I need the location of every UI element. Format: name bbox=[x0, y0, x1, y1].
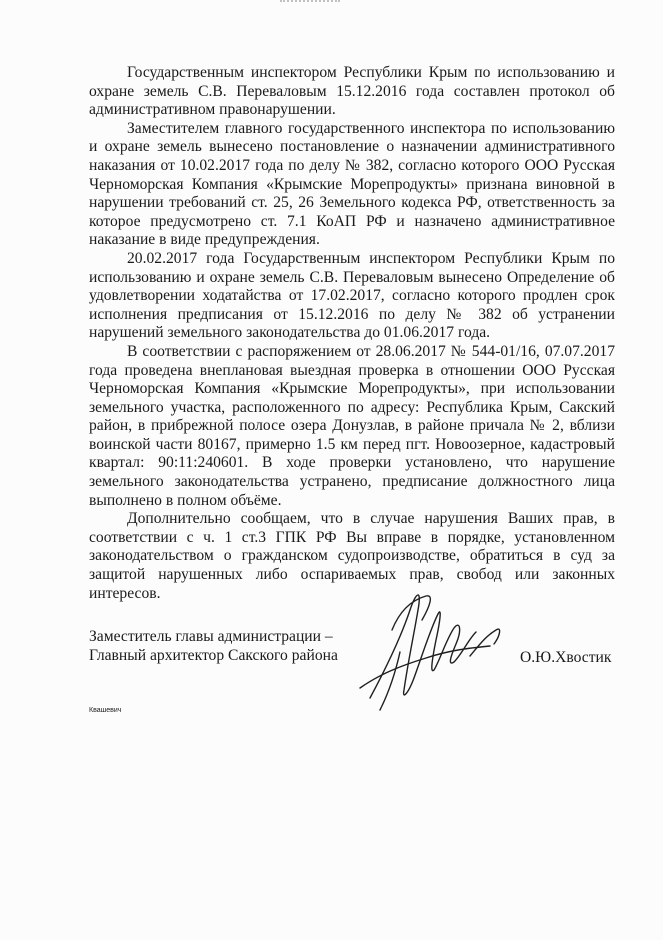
scan-mark bbox=[280, 0, 340, 10]
paragraph-protocol: Государственным инспектором Республики Крым по использованию и охране земель С.В. Переваловым 15.12.2016 года составлен протокол об административном правонарушении. bbox=[89, 64, 615, 119]
signer-name: О.Ю.Хвостик bbox=[520, 649, 612, 666]
signer-position bbox=[89, 627, 369, 665]
executor-name: Квашевич bbox=[89, 707, 122, 714]
handwritten-signature bbox=[330, 570, 520, 720]
signer-position-line-2: Главный архитектор Сакского района bbox=[89, 647, 338, 664]
paragraph-resolution: Заместителем главного государственного инспектора по использованию и охране земель вынесено постановление о назначении административного наказания от 10.02.2017 года по делу № 382, согласно которого ООО Русская Черноморская Компания «Крымские Морепродукты» признана виновной в нарушении требований ст. 25, 26 Земельного кодекса РФ, ответственность за которое предусмотрено ст. 7.1 КоАП РФ и назначено административное наказание в виде предупреждения. bbox=[89, 119, 615, 249]
paragraph-extension: 20.02.2017 года Государственным инспектором Республики Крым по использованию и охране земель С.В. Переваловым вынесено Определение об удовлетворении ходатайства от 17.02.2017, согласно которого продлен срок исполнения предписания от 15.12.2016 по делу № 382 об устранении нарушений земельного законодательства до 01.06.2017 года. bbox=[89, 249, 615, 342]
paragraph-rights: Дополнительно сообщаем, что в случае нарушения Ваших прав, в соответствии с ч. 1 ст.3 ГПК РФ Вы вправе в порядке, установленном законодательством о гражданском судопроизводстве, обратиться в суд за защитой нарушенных либо оспариваемых прав, свобод или законных интересов. bbox=[89, 510, 615, 602]
letter-body bbox=[89, 64, 615, 603]
signer-position-line-1: Заместитель главы администрации – bbox=[89, 628, 333, 645]
paragraph-inspection: В соответствии с распоряжением от 28.06.2017 № 544-01/16, 07.07.2017 года проведена внеплановая выездная проверка в отношении ООО Русская Черноморская Компания «Крымские Морепродукты», при использовании земельного участка, расположенного по адресу: Республика Крым, Сакский район, в прибрежной полосе озера Донузлав, в районе причала № 2, вблизи воинской части 80167, примерно 1.5 км перед пгт. Новоозерное, кадастровый квартал: 90:11:240601. В ходе проверки установлено, что нарушение земельного законодательства устранено, предписание должностного лица выполнено в полном объёме. bbox=[89, 342, 615, 509]
